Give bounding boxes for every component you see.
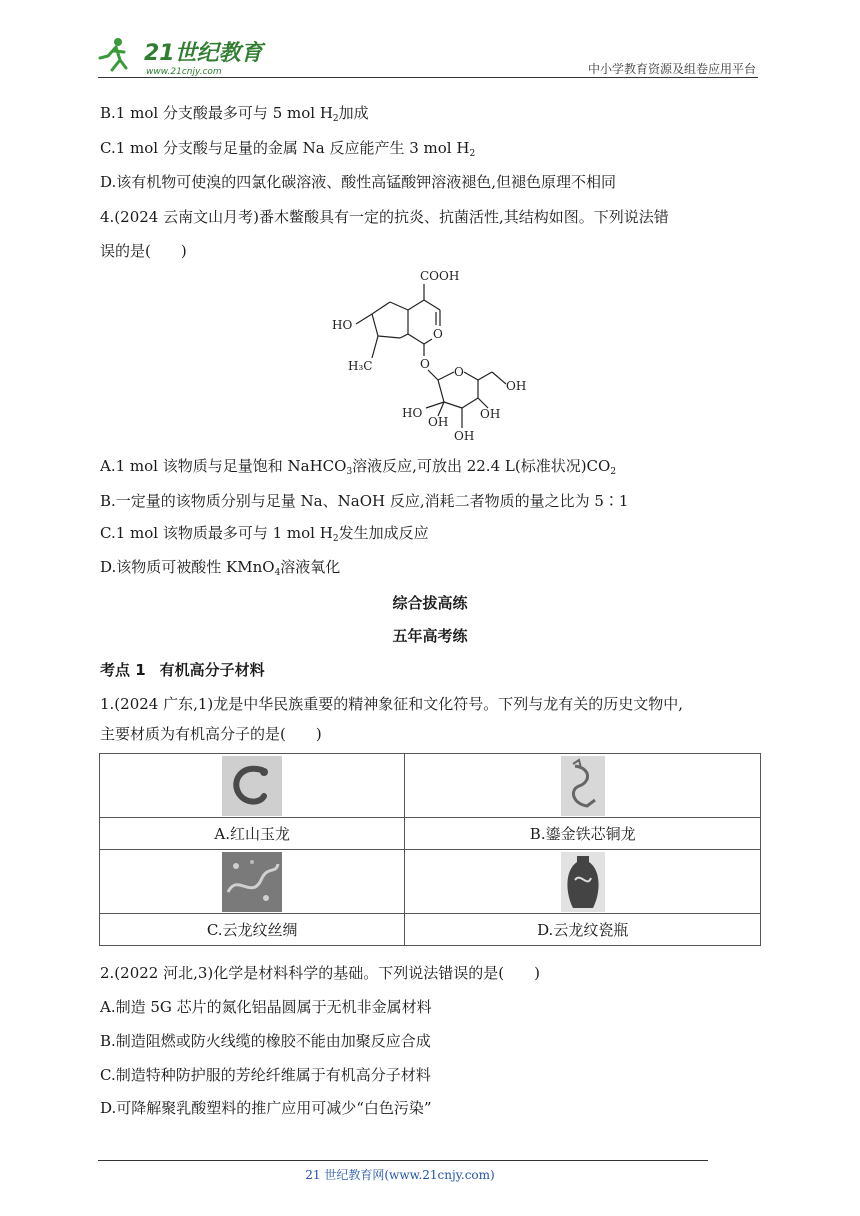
q2-option-b: B.制造阻燃或防火线缆的橡胶不能由加聚反应合成 xyxy=(100,1032,431,1050)
runner-icon xyxy=(100,38,126,70)
svg-text:H₃C: H₃C xyxy=(348,359,373,373)
jade-dragon-image xyxy=(222,756,282,816)
chemical-structure xyxy=(320,262,540,452)
platform-name: 中小学教育资源及组卷应用平台 xyxy=(587,62,756,76)
relic-caption-a: A.红山玉龙 xyxy=(100,818,405,850)
q4-stem-line1: 4.(2024 云南文山月考)番木鳖酸具有一定的抗炎、抗菌活性,其结构如图。下列说法错 xyxy=(100,208,669,226)
svg-text:OH: OH xyxy=(506,379,527,393)
svg-text:www.21cnjy.com: www.21cnjy.com xyxy=(146,67,222,77)
q3-option-d: D.该有机物可使溴的四氯化碳溶液、酸性高锰酸钾溶液褪色,但褪色原理不相同 xyxy=(100,173,617,191)
silk-image xyxy=(222,852,282,912)
svg-text:O: O xyxy=(433,327,443,341)
q4-option-d: D.该物质可被酸性 KMnO$_4$溶液氧化 xyxy=(100,558,341,578)
relic-caption-c: C.云龙纹丝绸 xyxy=(100,914,405,946)
q1-stem-line2: 主要材质为有机高分子的是( ) xyxy=(100,725,322,743)
svg-text:21世纪教育: 21世纪教育 xyxy=(144,41,263,66)
porcelain-vase-image xyxy=(561,852,605,912)
svg-text:OH: OH xyxy=(428,415,449,429)
svg-text:O: O xyxy=(420,357,430,371)
q2-option-a: A.制造 5G 芯片的氮化铝晶圆属于无机非金属材料 xyxy=(100,998,432,1016)
relic-image-a xyxy=(100,754,405,818)
relic-image-b xyxy=(405,754,761,818)
q3-option-c: C.1 mol 分支酸与足量的金属 Na 反应能产生 3 mol $H_2$ xyxy=(100,139,476,159)
q2-stem: 2.(2022 河北,3)化学是材料科学的基础。下列说法错误的是( ) xyxy=(100,964,540,982)
relic-image-c xyxy=(100,850,405,914)
q4-stem-line2: 误的是( ) xyxy=(100,242,187,260)
svg-text:HO: HO xyxy=(332,318,353,332)
svg-text:O: O xyxy=(454,365,464,379)
footer-divider xyxy=(98,1160,708,1161)
q4-option-c: C.1 mol 该物质最多可与 1 mol $H_2$发生加成反应 xyxy=(100,524,429,544)
relic-caption-d: D.云龙纹瓷瓶 xyxy=(405,914,761,946)
bronze-dragon-image xyxy=(561,756,605,816)
page-header xyxy=(0,0,860,80)
section-title-1: 综合拔高练 xyxy=(392,594,468,612)
q2-option-d: D.可降解聚乳酸塑料的推广应用可减少“白色污染” xyxy=(100,1099,432,1117)
relics-table xyxy=(99,753,761,946)
svg-text:OH: OH xyxy=(480,407,501,421)
q1-stem-line1: 1.(2024 广东,1)龙是中华民族重要的精神象征和文化符号。下列与龙有关的历史文物中, xyxy=(100,695,684,713)
relic-caption-b: B.鎏金铁芯铜龙 xyxy=(405,818,761,850)
logo xyxy=(96,34,266,78)
footer-text[interactable]: 21 世纪教育网(www.21cnjy.com) xyxy=(305,1168,495,1182)
q4-option-a: A.1 mol 该物质与足量饱和 NaHCO$_3$溶液反应,可放出 22.4 L(标准状况)$CO_2$ xyxy=(100,457,617,477)
svg-text:OH: OH xyxy=(454,429,475,443)
q2-option-c: C.制造特种防护服的芳纶纤维属于有机高分子材料 xyxy=(100,1066,431,1084)
svg-text:COOH: COOH xyxy=(420,269,460,283)
kaodian-heading: 考点 1 有机高分子材料 xyxy=(100,661,265,679)
relic-image-d xyxy=(405,850,761,914)
q3-option-b: B.1 mol 分支酸最多可与 5 mol $H_2$加成 xyxy=(100,104,369,124)
section-title-2: 五年高考练 xyxy=(392,627,468,645)
svg-text:HO: HO xyxy=(402,406,423,420)
q4-option-b: B.一定量的该物质分别与足量 Na、NaOH 反应,消耗二者物质的量之比为 5∶1 xyxy=(100,492,629,510)
header-divider xyxy=(98,77,758,78)
